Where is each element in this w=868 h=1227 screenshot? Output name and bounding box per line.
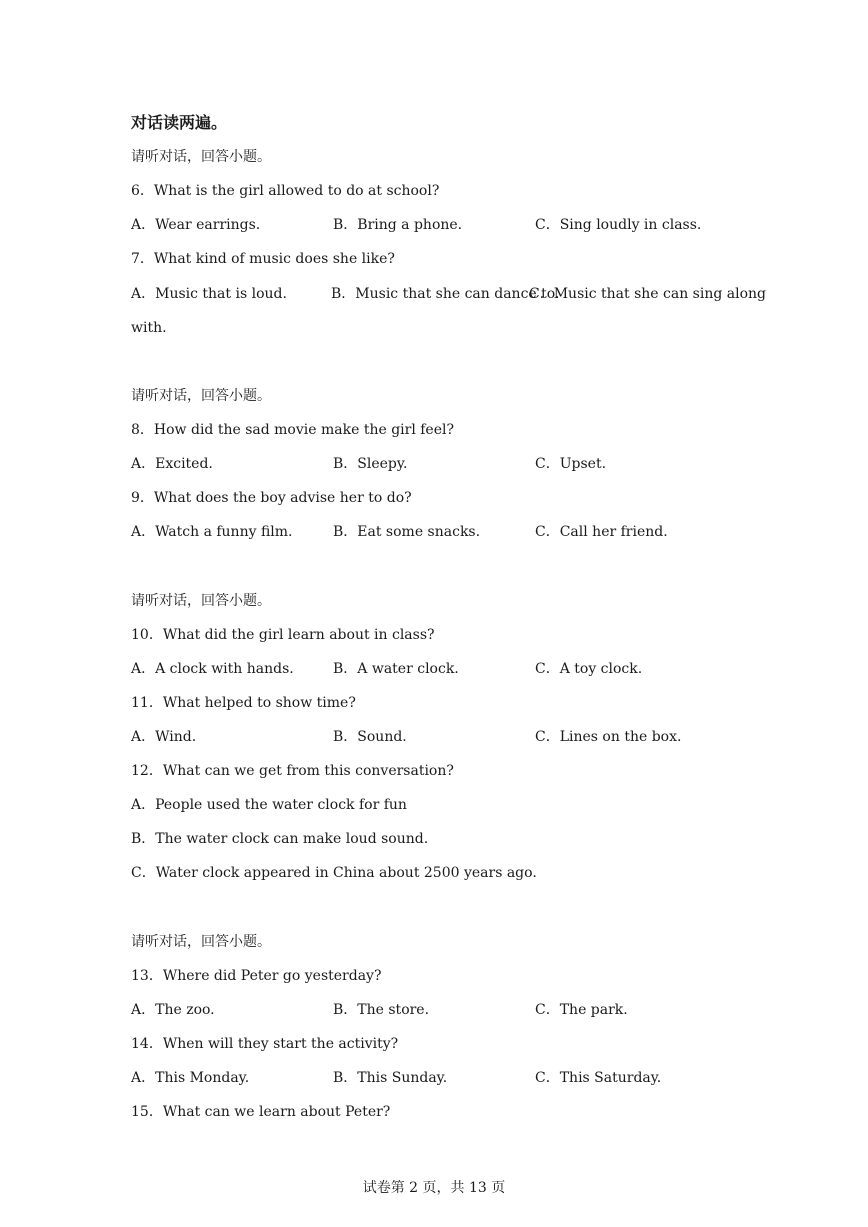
option-b: B．This Sunday. <box>333 1070 448 1086</box>
section-heading: 对话读两遍。 <box>131 113 228 132</box>
option-a: A．Excited. <box>131 456 213 472</box>
group-instruction: 请听对话，回答小题。 <box>131 388 271 404</box>
option-c: C．Call her friend. <box>535 524 668 540</box>
question-text: 9．What does the boy advise her to do? <box>131 490 412 506</box>
group-instruction: 请听对话，回答小题。 <box>131 149 271 165</box>
option-a: A．Wind. <box>131 729 197 745</box>
option-b: B．Sleepy. <box>333 456 408 472</box>
option-c: C．The park. <box>535 1002 628 1018</box>
option-c: C．Sing loudly in class. <box>535 217 702 233</box>
question-text: 6．What is the girl allowed to do at school? <box>131 183 440 199</box>
option-b: B．The water clock can make loud sound. <box>131 831 429 847</box>
group-instruction: 请听对话，回答小题。 <box>131 934 271 950</box>
option-c: C．A toy clock. <box>535 661 643 677</box>
page-footer: 试卷第 2 页，共 13 页 <box>362 1180 506 1196</box>
option-a: A．The zoo. <box>131 1002 215 1018</box>
question-text: 8．How did the sad movie make the girl feel? <box>131 422 454 438</box>
option-c: C．This Saturday. <box>535 1070 662 1086</box>
option-a: A．Wear earrings. <box>131 217 261 233</box>
option-c: C．Water clock appeared in China about 2500 years ago. <box>131 865 537 881</box>
option-b: B．The store. <box>333 1002 430 1018</box>
question-text: 15．What can we learn about Peter? <box>131 1104 391 1120</box>
question-text: 13．Where did Peter go yesterday? <box>131 968 382 984</box>
option-b: B．Eat some snacks. <box>333 524 481 540</box>
question-text: 10．What did the girl learn about in class? <box>131 627 435 643</box>
option-a: A．This Monday. <box>131 1070 250 1086</box>
option-b: B．Bring a phone. <box>333 217 463 233</box>
option-b: B．Music that she can dance to. <box>331 286 560 302</box>
option-c: C．Lines on the box. <box>535 729 682 745</box>
option-a: A．Music that is loud. <box>131 286 287 302</box>
option-b: B．Sound. <box>333 729 407 745</box>
question-text: 11．What helped to show time? <box>131 695 356 711</box>
group-instruction: 请听对话，回答小题。 <box>131 593 271 609</box>
option-continuation: with. <box>131 320 167 336</box>
option-a: A．A clock with hands. <box>131 661 294 677</box>
question-text: 7．What kind of music does she like? <box>131 251 395 267</box>
question-text: 14．When will they start the activity? <box>131 1036 399 1052</box>
option-b: B．A water clock. <box>333 661 459 677</box>
option-a: A．Watch a funny film. <box>131 524 293 540</box>
option-c: C．Music that she can sing along <box>529 286 766 302</box>
question-text: 12．What can we get from this conversation? <box>131 763 454 779</box>
option-a: A．People used the water clock for fun <box>131 797 407 813</box>
option-c: C．Upset. <box>535 456 607 472</box>
